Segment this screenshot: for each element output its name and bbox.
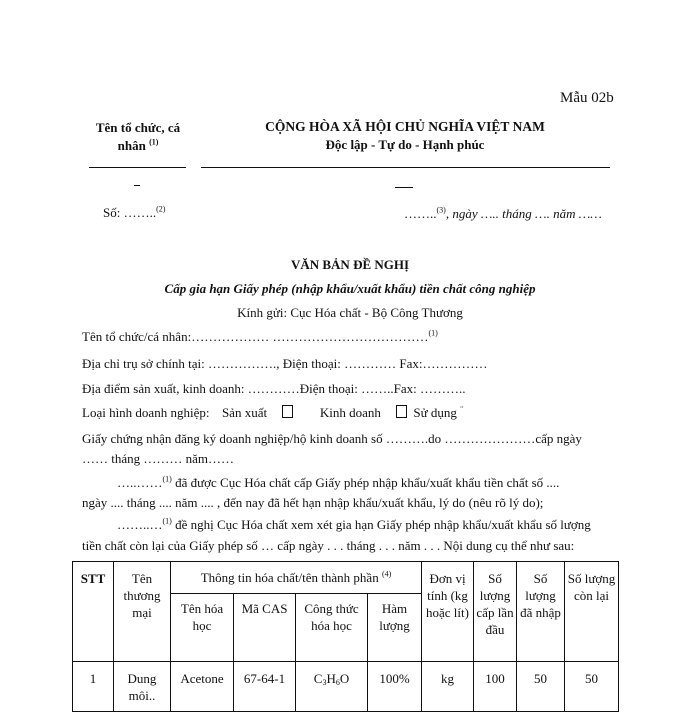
header-qty-remaining: Số lượng còn lại: [565, 562, 619, 662]
header-chem-info-text: Thông tin hóa chất/tên thành phần: [200, 570, 379, 585]
doc-date: [404, 206, 602, 222]
business-type-label: Loại hình doanh nghiệp:: [82, 405, 210, 420]
para2-sup: (1): [162, 516, 172, 526]
cell-cas: 67-64-1: [234, 662, 296, 712]
opt-use-label: Sử dụng: [413, 405, 457, 420]
doc-number-sup: (2): [156, 204, 166, 214]
field-address: Địa chỉ trụ sở chính tại: ……………., Điện thoại: ………… Fax:……………: [82, 356, 488, 371]
cell-formula: $C_3H_6O$: [296, 662, 368, 712]
para1-line2: ngày .... tháng .... năm .... , đến nay đã hết hạn nhập khẩu/xuất khẩu, lý do (nêu rõ lý do);: [82, 495, 544, 510]
opt-trading-checkbox[interactable]: [396, 405, 407, 418]
doc-title: VĂN BẢN ĐỀ NGHỊ: [290, 257, 410, 272]
header-chem-info: [171, 562, 422, 594]
cell-chem-name: Acetone: [171, 662, 234, 712]
org-underline: [89, 167, 186, 168]
field-certificate-2: …… tháng ……… năm……: [82, 451, 235, 466]
field-name-sup: (1): [428, 328, 438, 338]
cell-qty-imported: 50: [517, 662, 565, 712]
para2-line2: tiền chất còn lại của Giấy phép số … cấp ngày . . . tháng . . . năm . . . Nội dung cụ thể như sau:: [82, 538, 575, 553]
chemical-table: [72, 561, 619, 712]
field-business-type: [82, 405, 464, 421]
field-certificate-1: Giấy chứng nhận đăng ký doanh nghiệp/hộ kinh doanh số ……….do …………………cấp ngày: [82, 431, 582, 446]
para2-text: đề nghị Cục Hóa chất xem xét gia hạn Giấy phép nhập khẩu/xuất khẩu số lượng: [171, 517, 591, 532]
doc-recipient: Kính gửi: Cục Hóa chất - Bộ Công Thương: [237, 305, 463, 320]
org-line1: Tên tổ chức, cá: [95, 120, 181, 135]
para2-prefix: ……..…: [117, 517, 163, 532]
header-unit: Đơn vị tính (kg hoặc lít): [422, 562, 474, 662]
para1-text: đã được Cục Hóa chất cấp Giấy phép nhập khẩu/xuất khẩu tiền chất số ....: [171, 475, 560, 490]
header-content: Hàm lượng: [368, 594, 422, 662]
org-line2: nhân: [117, 138, 146, 153]
opt-production-checkbox[interactable]: [282, 405, 293, 418]
doc-date-sup: (3): [436, 205, 446, 215]
cell-qty-granted: 100: [474, 662, 517, 712]
header-chem-name: Tên hóa học: [171, 594, 234, 662]
header-trade-name: Tên thương mại: [114, 562, 171, 662]
para1-sup: (1): [162, 474, 172, 484]
org-name-label: [88, 119, 188, 155]
header-qty-granted: Số lượng cấp lần đầu: [474, 562, 517, 662]
doc-number: [103, 205, 165, 221]
field-name-text: Tên tổ chức/cá nhân:……………… ………………………………: [82, 329, 429, 344]
republic-title: CỘNG HÒA XÃ HỘI CHỦ NGHĨA VIỆT NAM: [265, 119, 545, 134]
republic-dash: [395, 187, 413, 188]
cell-qty-remaining: 50: [565, 662, 619, 712]
form-code: Mẫu 02b: [560, 90, 614, 106]
cell-stt: 1: [73, 662, 114, 712]
doc-subtitle: Cấp gia hạn Giấy phép (nhập khẩu/xuất khẩu) tiền chất công nghiệp: [164, 281, 536, 296]
republic-motto: Độc lập - Tự do - Hạnh phúc: [325, 137, 485, 152]
republic-underline: [201, 167, 610, 168]
opt-trading-label: Kinh doanh: [319, 405, 381, 420]
header-formula: Công thức hóa học: [296, 594, 368, 662]
para1-line1: [117, 475, 559, 491]
opt-production-label: Sản xuất: [221, 405, 268, 420]
doc-date-text: , ngày ….. tháng …. năm ……: [445, 206, 602, 221]
cell-unit: kg: [422, 662, 474, 712]
cell-content: 100%: [368, 662, 422, 712]
header-cas: Mã CAS: [234, 594, 296, 662]
header-chem-info-sup: (4): [381, 569, 392, 579]
para1-prefix: …..……: [117, 475, 163, 490]
doc-date-prefix: ……..: [404, 206, 437, 221]
para2-line1: [117, 517, 591, 533]
opt-use-checkbox[interactable]: ¨: [460, 405, 464, 416]
table-row: [73, 662, 619, 712]
org-dash: [134, 185, 140, 186]
cell-trade-name: Dung môi..: [114, 662, 171, 712]
header-qty-imported: Số lượng đã nhập: [517, 562, 565, 662]
field-name: [82, 329, 438, 345]
doc-number-label: Số: ……..: [103, 205, 157, 220]
field-production: Địa điểm sản xuất, kinh doanh: …………Điện thoại: ……..Fax: ………..: [82, 381, 466, 396]
header-stt: STT: [73, 562, 114, 662]
org-sup: (1): [149, 137, 159, 147]
